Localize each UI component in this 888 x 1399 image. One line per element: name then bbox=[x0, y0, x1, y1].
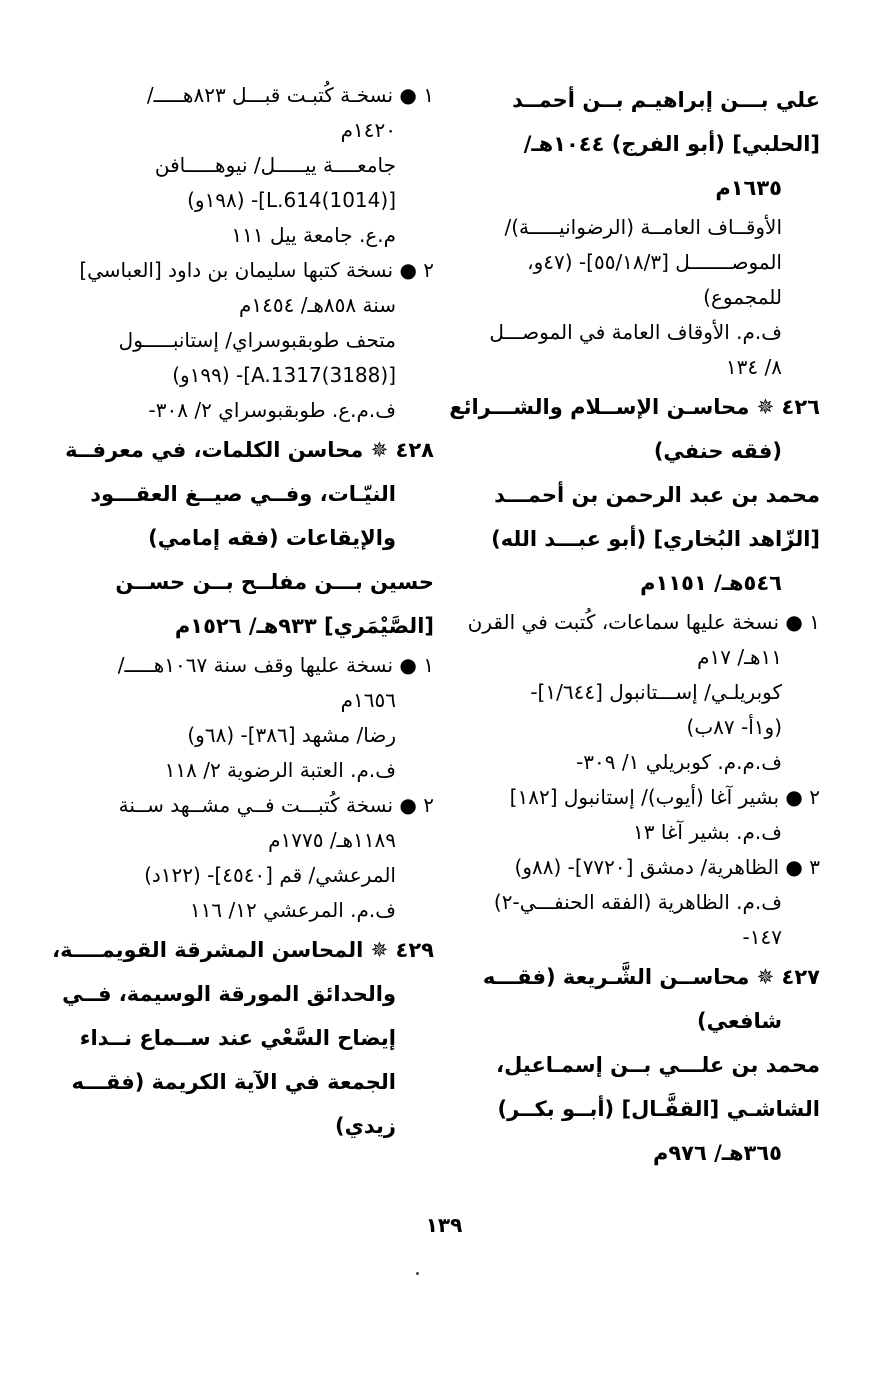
right-column-line: ١١هـ/ ١٧م bbox=[697, 645, 782, 669]
right-column-line: ٢ ● بشير آغا (أيوب)/ إستانبول [١٨٢] bbox=[509, 785, 820, 809]
right-column-line: ف.م. الظاهرية (الفقه الحنفـــي-٢) bbox=[493, 890, 782, 914]
right-column-line: للمجموع) bbox=[703, 285, 782, 309]
left-column-line: سنة ٨٥٨هـ/ ١٤٥٤م bbox=[239, 293, 396, 317]
right-column-line: ف.م. الأوقاف العامة في الموصـــل bbox=[489, 320, 782, 344]
speck-mark bbox=[416, 1272, 419, 1275]
left-column-line: م.ع. جامعة ييل ١١١ bbox=[231, 223, 396, 247]
left-column-line: [(3188)A.1317]- (١٩٩و) bbox=[172, 363, 396, 387]
right-column-line: ف.م.م. كوبريلي ١/ ٣٠٩- bbox=[576, 750, 782, 774]
left-column-line: الجمعة في الآية الكريمة (فقـــه bbox=[71, 1070, 396, 1094]
left-column-line: حسين بـــن مفلــح بــن حســن bbox=[115, 570, 434, 594]
right-column-line: ف.م. بشير آغا ١٣ bbox=[633, 820, 782, 844]
right-column-line: ١٦٣٥م bbox=[715, 176, 782, 200]
right-column-line: ٤٢٦ ✵ محاسـن الإســلام والشـــرائع bbox=[449, 395, 820, 419]
right-column-line: الشاشـي [القفَّـال] (أبــو بكــر) bbox=[497, 1097, 820, 1121]
left-column-line: والحدائق المورقة الوسيمة، فــي bbox=[62, 982, 396, 1006]
right-column-line: الأوقــاف العامــة (الرضوانيـــــة)/ bbox=[504, 215, 782, 239]
right-column-line: ٥٤٦هـ/ ١١٥١م bbox=[640, 571, 782, 595]
left-column bbox=[52, 78, 434, 1148]
left-column-line: جامعــــة ييـــــل/ نيوهـــــافن bbox=[154, 153, 396, 177]
left-column-line: ٤٢٩ ✵ المحاسن المشرقة القويمــــة، bbox=[52, 938, 434, 962]
right-column-line: [الزّاهد البُخاري] (أبو عبـــد الله) bbox=[491, 527, 820, 551]
right-column-line: ٣٦٥هـ/ ٩٧٦م bbox=[652, 1141, 782, 1165]
left-column-line: المرعشي/ قم [٤٥٤٠]- (١٢٢د) bbox=[144, 863, 396, 887]
right-column-line: محمد بن علـــي بــن إسمـاعيل، bbox=[496, 1053, 820, 1077]
left-column-line: ف.م.ع. طوبقبوسراي ٢/ ٣٠٨- bbox=[148, 398, 396, 422]
right-column-line: ٤٢٧ ✵ محاســن الشَّـريعة (فقـــه bbox=[482, 965, 820, 989]
right-column-line: شافعي) bbox=[697, 1009, 782, 1033]
right-column-line: الموصـــــــل [٥٥/١٨/٣]- (٤٧و، bbox=[527, 250, 782, 274]
left-column-line: ١ ● نسخة عليها وقف سنة ١٠٦٧هـــــ/ bbox=[117, 653, 434, 677]
right-column-line: [الحلبي] (أبو الفرج) ١٠٤٤هـ/ bbox=[523, 132, 820, 156]
right-column bbox=[449, 78, 820, 1175]
left-column-line: [(1014)L.614]- (١٩٨و) bbox=[187, 188, 396, 212]
right-column-line: ١ ● نسخة عليها سماعات، كُتبت في القرن bbox=[467, 610, 820, 634]
right-column-line: محمد بن عبد الرحمن بن أحمـــد bbox=[494, 483, 820, 507]
left-column-line: [الصَّيْمَري] ٩٣٣هـ/ ١٥٢٦م bbox=[174, 614, 434, 638]
right-column-line: كوبريلـي/ إســـتانبول [١/٦٤٤]- bbox=[530, 680, 782, 704]
left-column-line: ١ ● نسخـة كُتبـت قبـــل ٨٢٣هـــــ/ bbox=[146, 83, 434, 107]
left-column-line: ١١٨٩هـ/ ١٧٧٥م bbox=[268, 828, 396, 852]
page-number: ١٣٩ bbox=[425, 1213, 463, 1237]
right-column-line: ١٤٧- bbox=[742, 925, 782, 949]
right-column-line: (فقه حنفي) bbox=[653, 439, 782, 463]
left-column-line: رضا/ مشهد [٣٨٦]- (٦٨و) bbox=[187, 723, 396, 747]
left-column-line: ١٤٢٠م bbox=[340, 118, 396, 142]
left-column-line: ف.م. المرعشي ١٢/ ١١٦ bbox=[189, 898, 396, 922]
right-column-line: ٣ ● الظاهرية/ دمشق [٧٧٢٠]- (٨٨و) bbox=[514, 855, 820, 879]
right-column-line: علي بـــن إبراهيـم بــن أحمــد bbox=[512, 88, 820, 112]
left-column-line: إيضاح السَّعْي عند ســماع نــداء bbox=[79, 1026, 396, 1050]
left-column-line: ٢ ● نسخة كتبها سليمان بن داود [العباسي] bbox=[79, 258, 434, 282]
left-column-line: ف.م. العتبة الرضوية ٢/ ١١٨ bbox=[164, 758, 396, 782]
left-column-line: زيدي) bbox=[335, 1114, 396, 1138]
left-column-line: ١٦٥٦م bbox=[340, 688, 396, 712]
right-column-line: ٨/ ١٣٤ bbox=[725, 355, 782, 379]
left-column-line: متحف طوبقبوسراي/ إستانبـــــول bbox=[118, 328, 396, 352]
right-column-line: (و١أ- ٨٧ب) bbox=[686, 715, 782, 739]
left-column-line: ٢ ● نسخة كُتبـــت فــي مشــهد ســنة bbox=[118, 793, 434, 817]
left-column-line: النيّـات، وفــي صيــغ العقـــود bbox=[90, 482, 396, 506]
left-column-line: والإيقاعات (فقه إمامي) bbox=[148, 526, 396, 550]
left-column-line: ٤٢٨ ✵ محاسن الكلمات، في معرفــة bbox=[65, 438, 434, 462]
